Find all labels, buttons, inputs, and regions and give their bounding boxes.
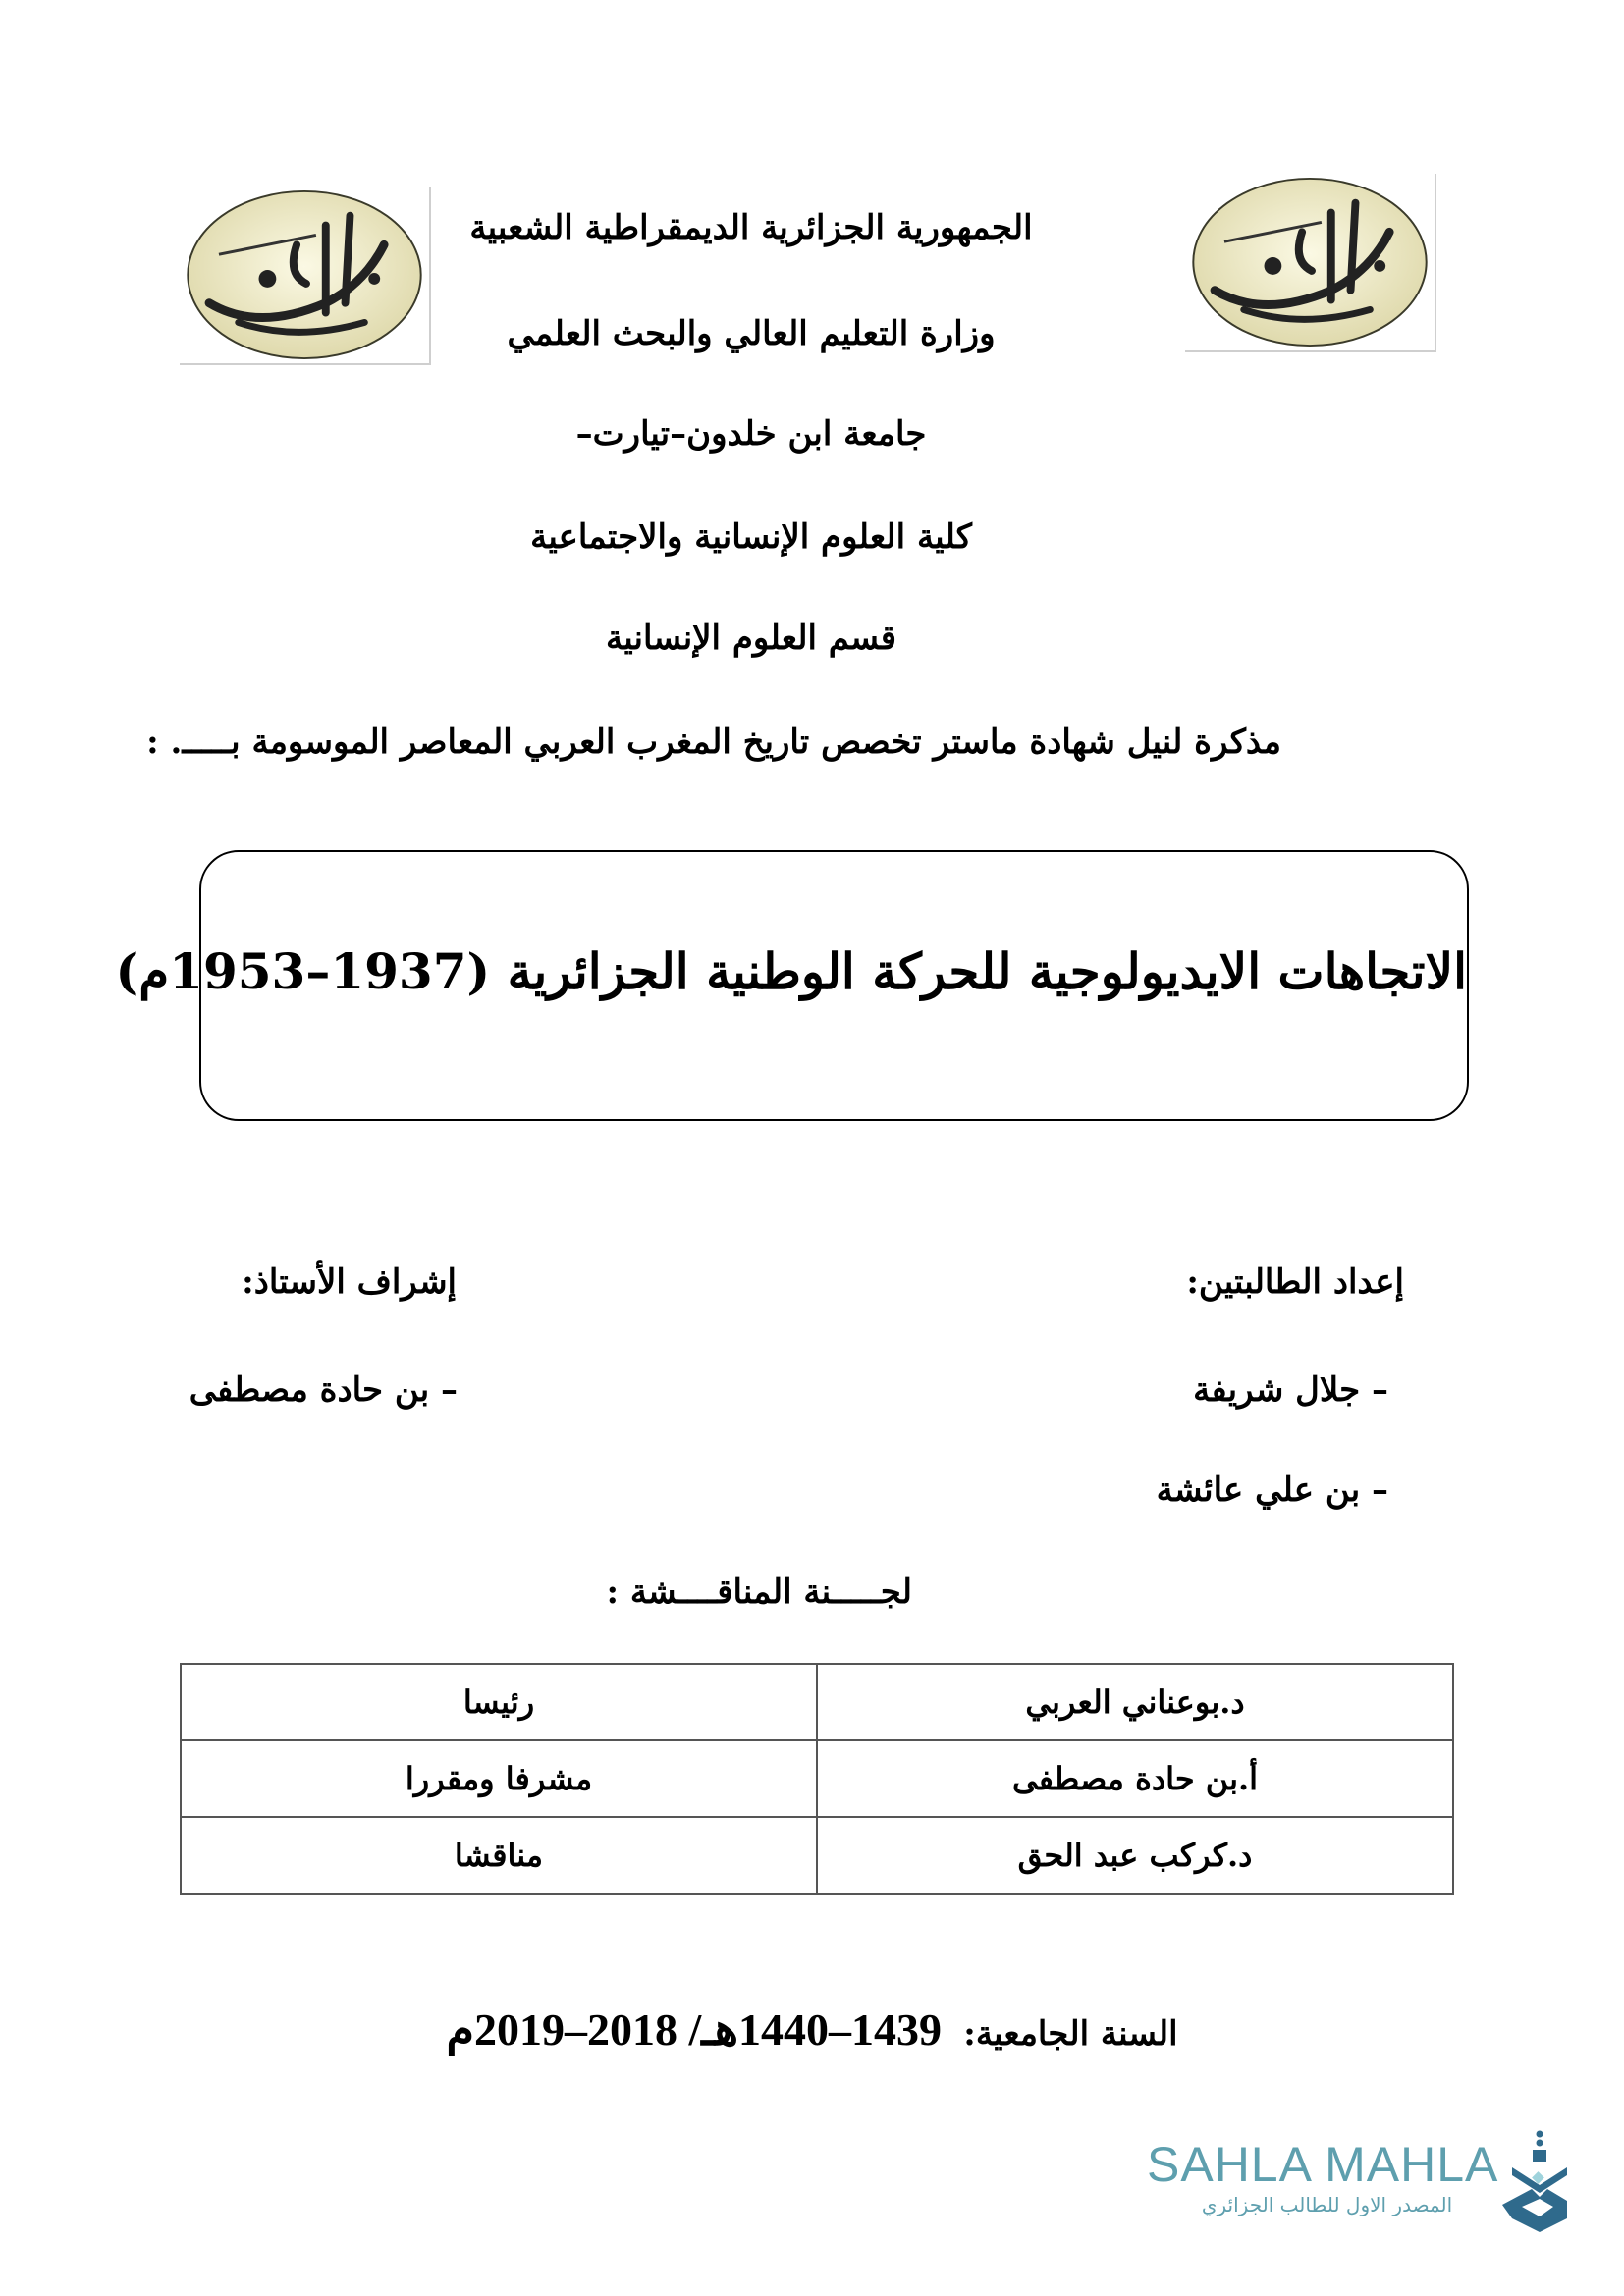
ministry-heading: وزارة التعليم العالي والبحث العلمي: [507, 314, 996, 353]
academic-year-label: السنة الجامعية:: [963, 2014, 1178, 2054]
thesis-description: مذكرة لنيل شهادة ماستر تخصص تاريخ المغرب العربي المعاصر الموسومة بـــــ. :: [146, 722, 1281, 762]
faculty-heading: كلية العلوم الإنسانية والاجتماعية: [530, 517, 972, 557]
member-role: مناقشا: [181, 1817, 817, 1894]
supervisor-label: إشراف الأستاذ:: [242, 1262, 457, 1302]
sahla-mahla-emblem-icon: [1492, 2128, 1571, 2234]
student-name-1: – جلال شريفة: [1193, 1370, 1388, 1410]
thesis-title-box: [115, 850, 1469, 1121]
students-label: إعداد الطالبتين:: [1186, 1262, 1404, 1302]
republic-heading: الجمهورية الجزائرية الديمقراطية الشعبية: [469, 208, 1033, 247]
watermark-tagline: المصدر الاول للطالب الجزائري: [1201, 2193, 1453, 2216]
sahla-mahla-watermark: [1139, 2128, 1571, 2236]
table-row: [181, 1817, 1453, 1894]
academic-year: [0, 2002, 1624, 2056]
department-heading: قسم العلوم الإنسانية: [606, 618, 896, 658]
table-row: [181, 1740, 1453, 1817]
academic-year-value: 1439–1440هـ/ 2018–2019م: [446, 2004, 942, 2055]
student-name-2: – بن علي عائشة: [1156, 1470, 1388, 1510]
table-row: [181, 1664, 1453, 1740]
member-role: رئيسا: [181, 1664, 817, 1740]
member-name: د.بوعناني العربي: [817, 1664, 1453, 1740]
member-role: مشرفا ومقررا: [181, 1740, 817, 1817]
watermark-brand: SAHLA MAHLA: [1147, 2137, 1499, 2192]
member-name: د.كركب عبد الحق: [817, 1817, 1453, 1894]
university-heading: جامعة ابن خلدون–تيارت–: [575, 414, 927, 454]
supervisor-name: – بن حادة مصطفى: [189, 1370, 458, 1410]
committee-label: لجـــــنة المناقــــشة :: [606, 1573, 912, 1612]
member-name: أ.بن حادة مصطفى: [817, 1740, 1453, 1817]
committee-table: [180, 1663, 1454, 1895]
thesis-title: الاتجاهات الايديولوجية للحركة الوطنية الجزائرية (1937–1953م): [115, 942, 1467, 1000]
